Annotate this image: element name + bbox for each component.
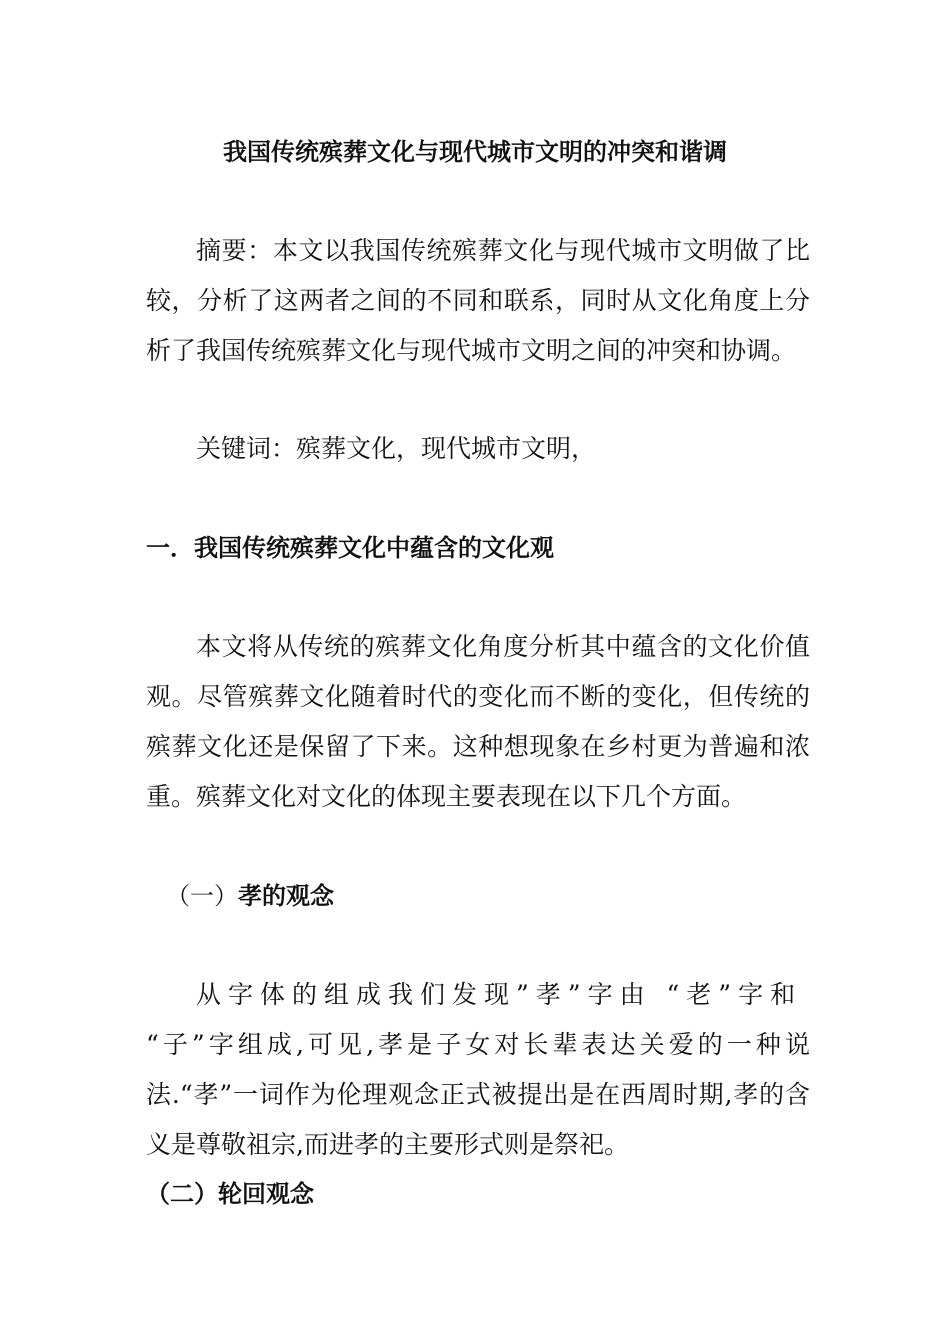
keywords-line: 关键词：殡葬文化，现代城市文明，: [196, 434, 597, 463]
subsection-1-prefix: （一）: [166, 882, 238, 910]
subsection-1-line-1: 从字体的组成我们发现”孝”字由 “老”字和: [196, 980, 803, 1009]
abstract-paragraph: 摘要：本文以我国传统殡葬文化与现代城市文明做了比较，分析了这两者之间的不同和联系，同时从文化角度上分析了我国传统殡葬文化与现代城市文明之间的冲突和协调。: [146, 236, 810, 365]
subsection-heading-1: [166, 878, 830, 914]
subsection-1-title: 孝的观念: [238, 882, 334, 910]
section-heading-1: 一．我国传统殡葬文化中蕴含的文化观: [146, 534, 554, 562]
subsection-1-paragraph: “子”字组成,可见,孝是子女对长辈表达关爱的一种说法.“孝”一词作为伦理观念正式被提出是在西周时期,孝的含义是尊敬祖宗,而进孝的主要形式则是祭祀。: [146, 1030, 810, 1159]
section-1-paragraph: 本文将从传统的殡葬文化角度分析其中蕴含的文化价值观。尽管殡葬文化随着时代的变化而不断的变化，但传统的殡葬文化还是保留了下来。这种想现象在乡村更为普遍和浓重。殡葬文化对文化的体现主要表现在以下几个方面。: [146, 632, 810, 811]
subsection-heading-2: （二）轮回观念: [146, 1180, 314, 1208]
document-title: 我国传统殡葬文化与现代城市文明的冲突和谐调: [223, 138, 727, 166]
